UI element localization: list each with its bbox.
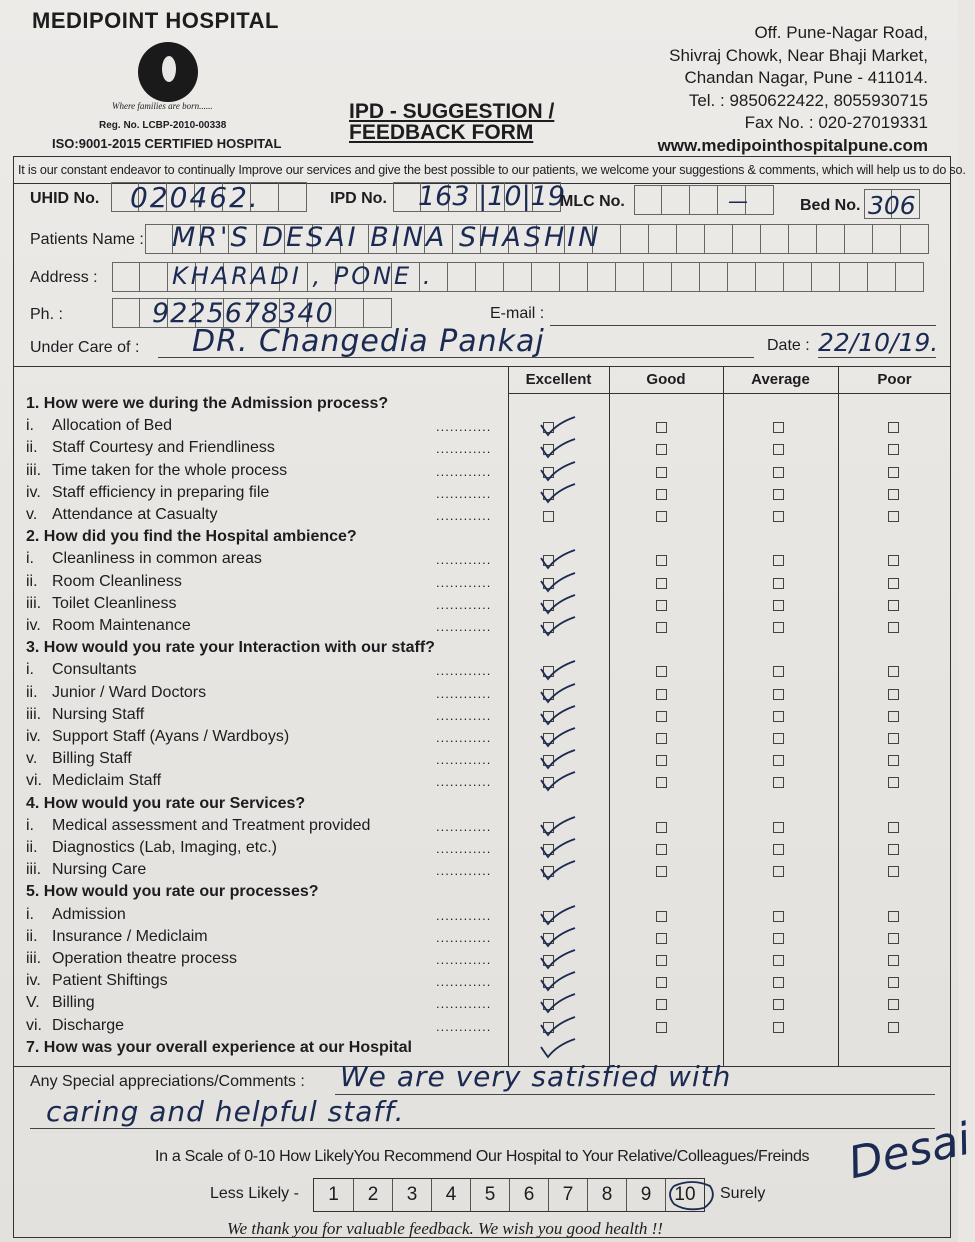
checkmark-icon: [539, 815, 577, 837]
scale-option[interactable]: 2: [353, 1179, 392, 1211]
form-title: [349, 101, 554, 143]
rating-checkbox-average[interactable]: [773, 933, 784, 944]
bed-value[interactable]: 306: [868, 191, 916, 220]
hospital-tagline: Where families are born......: [112, 101, 213, 111]
leader-dots: ............: [436, 508, 492, 523]
leader-dots: ............: [436, 596, 492, 612]
rating-checkbox-poor[interactable]: [888, 999, 899, 1010]
question-heading: 5. How would you rate our processes?: [26, 883, 319, 901]
checkmark-icon: [539, 571, 577, 593]
checkmark-icon: [539, 726, 577, 748]
grid-col-line: [609, 366, 610, 1066]
question-item: iii. Toilet Cleanliness: [26, 594, 177, 612]
rating-checkbox-average[interactable]: [773, 711, 784, 722]
rating-checkbox-average[interactable]: [773, 777, 784, 788]
question-heading: 2. How did you find the Hospital ambience?: [26, 528, 357, 546]
rating-checkbox-poor[interactable]: [888, 977, 899, 988]
question-item: ii. Staff Courtesy and Friendliness: [26, 439, 275, 457]
rating-checkbox-average[interactable]: [773, 755, 784, 766]
checkmark-icon: [539, 770, 577, 792]
question-item: i. Consultants: [26, 661, 137, 679]
rating-checkbox-excellent[interactable]: [543, 511, 554, 522]
rating-checkbox-average[interactable]: [773, 999, 784, 1010]
comments-label: Any Special appreciations/Comments :: [30, 1073, 305, 1090]
mlc-label: MLC No.: [560, 193, 625, 210]
leader-dots: ............: [436, 863, 492, 879]
rating-checkbox-poor[interactable]: [888, 689, 899, 700]
question-item: i. Allocation of Bed: [26, 417, 173, 435]
email-label: E-mail :: [490, 305, 545, 322]
grid-header-line: [508, 393, 951, 394]
rating-checkbox-average[interactable]: [773, 422, 784, 433]
rating-checkbox-poor[interactable]: [888, 822, 899, 833]
checkmark-icon: [539, 926, 577, 948]
rating-checkbox-average[interactable]: [773, 555, 784, 566]
leader-dots: ............: [436, 463, 492, 479]
rating-checkbox-good[interactable]: [656, 955, 667, 966]
scale-option[interactable]: 6: [509, 1179, 548, 1211]
form-title-line1: IPD - SUGGESTION /: [349, 100, 555, 123]
question-item: i. Cleanliness in common areas: [26, 550, 262, 568]
column-average: Average: [751, 371, 810, 388]
question-heading: 7. How was your overall experience at our Hospital: [26, 1038, 412, 1056]
thank-you-note: We thank you for valuable feedback. We wish you good health !!: [227, 1219, 663, 1238]
rating-checkbox-average[interactable]: [773, 467, 784, 478]
rating-checkbox-poor[interactable]: [888, 444, 899, 455]
leader-dots: ............: [436, 974, 492, 990]
rating-checkbox-average[interactable]: [773, 689, 784, 700]
rating-checkbox-poor[interactable]: [888, 1022, 899, 1033]
question-heading: 3. How would you rate your Interaction with our staff?: [26, 639, 435, 657]
intro-text: It is our constant endeavor to continually Improve our services and give the best possible to our patients, we welcome your suggestions & comments, which will help us to do so.: [18, 163, 966, 177]
checkmark-icon: [539, 704, 577, 726]
rating-checkbox-poor[interactable]: [888, 777, 899, 788]
recommend-scale[interactable]: [313, 1178, 705, 1212]
leader-dots: ............: [436, 419, 492, 435]
rating-checkbox-average[interactable]: [773, 489, 784, 500]
checkmark-icon: [539, 593, 577, 615]
scale-option[interactable]: 10: [665, 1179, 704, 1211]
rating-checkbox-good[interactable]: [656, 755, 667, 766]
rating-checkbox-poor[interactable]: [888, 578, 899, 589]
signature: Desai: [844, 1113, 975, 1190]
question-item: iv. Staff efficiency in preparing file: [26, 483, 270, 501]
rating-checkbox-average[interactable]: [773, 511, 784, 522]
rating-checkbox-average[interactable]: [773, 866, 784, 877]
question-item: iii. Time taken for the whole process: [26, 461, 288, 479]
comments-line-1[interactable]: [335, 1093, 935, 1095]
rating-checkbox-poor[interactable]: [888, 489, 899, 500]
leader-dots: ............: [436, 707, 492, 723]
question-item: v. Attendance at Casualty: [26, 506, 218, 523]
rating-checkbox-good[interactable]: [656, 711, 667, 722]
rating-checkbox-good[interactable]: [656, 733, 667, 744]
rating-checkbox-poor[interactable]: [888, 622, 899, 633]
column-good: Good: [646, 371, 686, 388]
question-item: v. Billing Staff: [26, 750, 132, 768]
patient-name-label: Patients Name :: [30, 231, 144, 248]
bed-label: Bed No.: [800, 197, 861, 214]
address-line-3: Chandan Nagar, Pune - 411014.: [684, 68, 928, 87]
ipd-label: IPD No.: [330, 190, 387, 207]
rating-checkbox-poor[interactable]: [888, 555, 899, 566]
question-item: ii. Insurance / Mediclaim: [26, 927, 208, 945]
checkmark-icon: [539, 859, 577, 881]
rating-checkbox-good[interactable]: [656, 844, 667, 855]
checkmark-icon: [539, 837, 577, 859]
hospital-logo-icon: [138, 42, 198, 102]
address-line-1: Off. Pune-Nagar Road,: [754, 23, 928, 42]
leader-dots: ............: [436, 752, 492, 768]
rating-checkbox-poor[interactable]: [888, 422, 899, 433]
leader-dots: ............: [436, 952, 492, 967]
rating-checkbox-poor[interactable]: [888, 733, 899, 744]
leader-dots: ............: [436, 441, 492, 457]
leader-dots: ............: [436, 774, 492, 790]
leader-dots: ............: [436, 685, 492, 701]
rating-checkbox-average[interactable]: [773, 622, 784, 633]
rating-checkbox-average[interactable]: [773, 822, 784, 833]
address-value[interactable]: KHARADI , PONE .: [172, 262, 434, 290]
rating-checkbox-good[interactable]: [656, 555, 667, 566]
checkmark-icon: [539, 615, 577, 637]
hospital-address: [658, 22, 928, 157]
checkmark-icon: [539, 970, 577, 992]
mlc-cells[interactable]: [634, 185, 774, 215]
rating-checkbox-average[interactable]: [773, 955, 784, 966]
question-item: vi. Discharge: [26, 1016, 125, 1034]
question-item: iii. Nursing Care: [26, 861, 147, 879]
checkmark-icon: [539, 437, 577, 459]
ipd-value[interactable]: 163 |10|19: [418, 181, 566, 212]
leader-dots: ............: [436, 841, 492, 856]
rating-checkbox-poor[interactable]: [888, 955, 899, 966]
checkmark-icon: [539, 460, 577, 482]
rating-checkbox-poor[interactable]: [888, 911, 899, 922]
leader-dots: ............: [436, 996, 492, 1012]
website-link[interactable]: www.medipointhospitalpune.com: [657, 135, 928, 155]
comments-value-line-2[interactable]: caring and helpful staff.: [46, 1095, 405, 1128]
address-label: Address :: [30, 269, 98, 286]
checkmark-icon: [539, 682, 577, 704]
surely-label: Surely: [720, 1185, 766, 1202]
rating-checkbox-average[interactable]: [773, 600, 784, 611]
checkmark-icon: [539, 415, 577, 437]
checkmark-icon: [539, 482, 577, 504]
rating-checkbox-average[interactable]: [773, 977, 784, 988]
rating-checkbox-good[interactable]: [656, 578, 667, 589]
rating-checkbox-good[interactable]: [656, 977, 667, 988]
leader-dots: ............: [436, 929, 492, 945]
rating-checkbox-good[interactable]: [656, 777, 667, 788]
under-care-label: Under Care of :: [30, 339, 140, 356]
question-item: V. Billing: [26, 994, 95, 1012]
under-care-value[interactable]: DR. Changedia Pankaj: [192, 324, 545, 359]
question-item: i. Admission: [26, 905, 126, 923]
scale-option[interactable]: 7: [548, 1179, 587, 1211]
date-label: Date :: [767, 337, 810, 354]
uhid-value[interactable]: 020462.: [130, 181, 260, 214]
rating-checkbox-good[interactable]: [656, 866, 667, 877]
checkmark-icon: [539, 748, 577, 770]
rating-checkbox-good[interactable]: [656, 933, 667, 944]
telephone: Tel. : 9850622422, 8055930715: [688, 90, 928, 110]
rating-checkbox-poor[interactable]: [888, 933, 899, 944]
rating-checkbox-poor[interactable]: [888, 844, 899, 855]
grid-col-line: [508, 366, 509, 1066]
phone-label: Ph. :: [30, 306, 63, 323]
question-item: iv. Room Maintenance: [26, 617, 191, 634]
leader-dots: ............: [436, 730, 492, 745]
rating-checkbox-average[interactable]: [773, 844, 784, 855]
rating-checkbox-average[interactable]: [773, 578, 784, 589]
question-item: ii. Junior / Ward Doctors: [26, 683, 207, 701]
scale-option[interactable]: 9: [626, 1179, 665, 1211]
rating-checkbox-poor[interactable]: [888, 511, 899, 522]
fax: Fax No. : 020-27019331: [744, 113, 928, 132]
rating-checkbox-poor[interactable]: [888, 711, 899, 722]
scale-option[interactable]: 1: [328, 1184, 339, 1205]
rating-checkbox-average[interactable]: [773, 1022, 784, 1033]
leader-dots: ............: [436, 552, 492, 568]
rating-checkbox-good[interactable]: [656, 489, 667, 500]
rating-checkbox-good[interactable]: [656, 511, 667, 522]
question-heading: 1. How were we during the Admission process?: [26, 395, 389, 412]
rating-checkbox-average[interactable]: [773, 911, 784, 922]
recommend-question: In a Scale of 0-10 How LikelyYou Recommend Our Hospital to Your Relative/Colleagues/Freinds: [155, 1148, 810, 1165]
rating-checkbox-good[interactable]: [656, 689, 667, 700]
question-heading: 4. How would you rate our Services?: [26, 794, 306, 812]
checkmark-icon: [539, 948, 577, 970]
selected-score-circle-icon: [664, 1178, 720, 1212]
rating-checkbox-good[interactable]: [656, 822, 667, 833]
checkmark-icon: [539, 1037, 577, 1059]
column-poor: Poor: [877, 371, 912, 388]
checkmark-icon: [539, 992, 577, 1014]
mlc-value[interactable]: —: [728, 189, 748, 213]
scale-option[interactable]: 3: [392, 1179, 431, 1211]
patient-name-value[interactable]: MR'S DESAI BINA SHASHIN: [172, 222, 602, 253]
email-line[interactable]: [550, 324, 936, 326]
registration-number: Reg. No. LCBP-2010-00338: [99, 120, 227, 131]
rating-checkbox-good[interactable]: [656, 467, 667, 478]
leader-dots: ............: [436, 663, 492, 679]
question-item: iii. Nursing Staff: [26, 705, 145, 723]
rating-checkbox-good[interactable]: [656, 999, 667, 1010]
checkmark-icon: [539, 659, 577, 681]
rating-checkbox-poor[interactable]: [888, 666, 899, 677]
rating-checkbox-poor[interactable]: [888, 600, 899, 611]
leader-dots: ............: [436, 485, 492, 501]
scale-option[interactable]: 4: [431, 1179, 470, 1211]
rating-checkbox-good[interactable]: [656, 1022, 667, 1033]
rating-checkbox-poor[interactable]: [888, 755, 899, 766]
leader-dots: ............: [436, 619, 492, 634]
question-item: iv. Support Staff (Ayans / Wardboys): [26, 728, 290, 745]
rating-checkbox-poor[interactable]: [888, 467, 899, 478]
grid-col-line: [723, 366, 724, 1066]
uhid-label: UHID No.: [30, 190, 100, 207]
rating-checkbox-good[interactable]: [656, 666, 667, 677]
question-item: vi. Mediclaim Staff: [26, 772, 162, 790]
question-item: i. Medical assessment and Treatment provided: [26, 816, 371, 834]
leader-dots: ............: [436, 1018, 492, 1034]
checkmark-icon: [539, 904, 577, 926]
rating-checkbox-poor[interactable]: [888, 866, 899, 877]
less-likely-label: Less Likely -: [210, 1185, 299, 1202]
checkmark-icon: [539, 548, 577, 570]
comments-value-line-1[interactable]: We are very satisfied with: [340, 1060, 732, 1093]
question-item: ii. Room Cleanliness: [26, 572, 182, 590]
leader-dots: ............: [436, 907, 492, 923]
form-title-line2: FEEDBACK FORM: [349, 121, 534, 144]
question-item: ii. Diagnostics (Lab, Imaging, etc.): [26, 839, 277, 856]
rating-checkbox-average[interactable]: [773, 733, 784, 744]
rating-checkbox-good[interactable]: [656, 600, 667, 611]
rating-checkbox-average[interactable]: [773, 444, 784, 455]
scale-option[interactable]: 8: [587, 1179, 626, 1211]
hospital-name: MEDIPOINT HOSPITAL: [32, 8, 279, 33]
question-item: iii. Operation theatre process: [26, 950, 237, 967]
grid-top-line: [13, 366, 951, 367]
rating-checkbox-good[interactable]: [656, 422, 667, 433]
iso-certification: ISO:9001-2015 CERTIFIED HOSPITAL: [52, 136, 282, 151]
rating-checkbox-good[interactable]: [656, 444, 667, 455]
scale-option[interactable]: 5: [470, 1179, 509, 1211]
grid-col-line: [838, 366, 839, 1066]
question-item: iv. Patient Shiftings: [26, 972, 168, 990]
address-line-2: Shivraj Chowk, Near Bhaji Market,: [669, 45, 928, 65]
leader-dots: ............: [436, 818, 492, 834]
leader-dots: ............: [436, 574, 492, 590]
date-value[interactable]: 22/10/19.: [818, 328, 939, 357]
rating-checkbox-average[interactable]: [773, 666, 784, 677]
rating-checkbox-good[interactable]: [656, 622, 667, 633]
checkmark-icon: [539, 1015, 577, 1037]
phone-value[interactable]: 9225678340: [152, 298, 334, 329]
rating-checkbox-good[interactable]: [656, 911, 667, 922]
column-excellent: Excellent: [525, 371, 592, 388]
